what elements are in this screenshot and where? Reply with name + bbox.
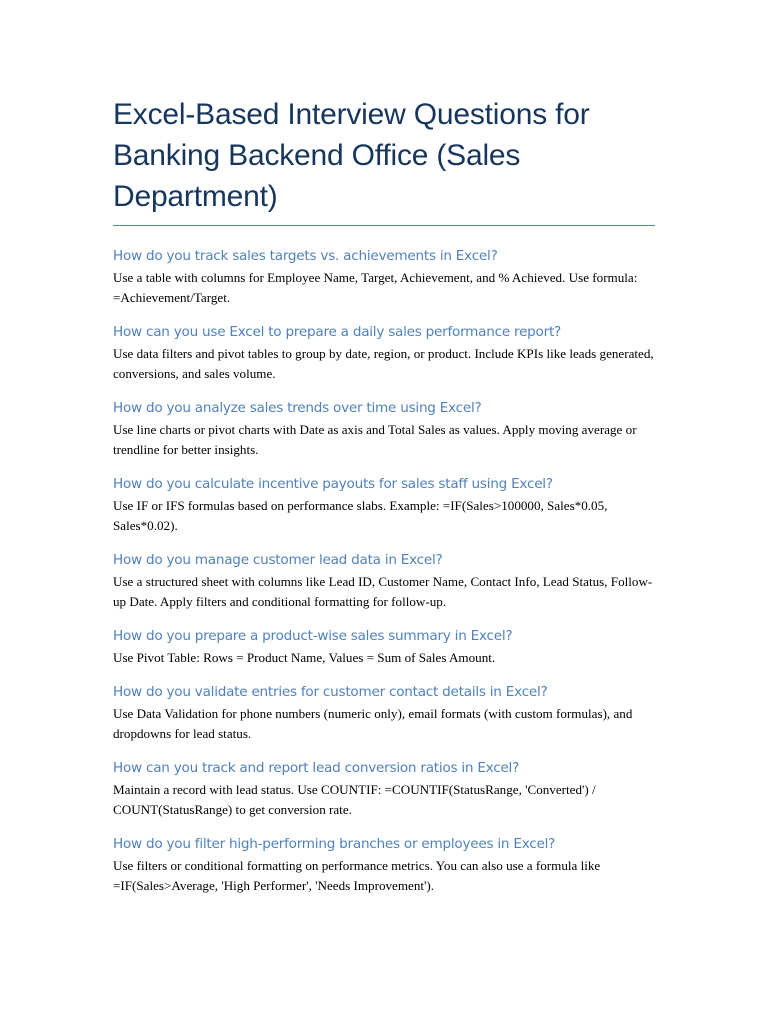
question-heading: How do you validate entries for customer contact details in Excel? (113, 684, 548, 700)
answer-text: Use data filters and pivot tables to group by date, region, or product. Include KPIs like leads generated, conversions, and sales volume. (113, 346, 654, 381)
answer-text: Maintain a record with lead status. Use COUNTIF: =COUNTIF(StatusRange, 'Converted') / COUNT(StatusRange) to get conversion rate. (113, 782, 596, 817)
qa-item (113, 246, 655, 308)
title-divider (113, 225, 655, 226)
answer-text: Use IF or IFS formulas based on performance slabs. Example: =IF(Sales>100000, Sales*0.05, Sales*0.02). (113, 498, 608, 533)
question-heading: How do you manage customer lead data in Excel? (113, 552, 443, 568)
document-page (113, 94, 655, 910)
qa-item (113, 758, 655, 820)
answer-text: Use line charts or pivot charts with Date as axis and Total Sales as values. Apply moving average or trendline for better insights. (113, 422, 637, 457)
answer-text: Use a structured sheet with columns like Lead ID, Customer Name, Contact Info, Lead Status, Follow-up Date. Apply filters and conditional formatting for follow-up. (113, 574, 653, 609)
answer-text: Use filters or conditional formatting on performance metrics. You can also use a formula like =IF(Sales>Average, 'High Performer', 'Needs Improvement'). (113, 858, 601, 893)
answer-text: Use a table with columns for Employee Name, Target, Achievement, and % Achieved. Use formula: =Achievement/Target. (113, 270, 638, 305)
document-title: Excel-Based Interview Questions for Banking Backend Office (Sales Department) (113, 98, 590, 213)
answer-text: Use Pivot Table: Rows = Product Name, Values = Sum of Sales Amount. (113, 650, 496, 665)
question-heading: How can you track and report lead conversion ratios in Excel? (113, 760, 520, 776)
question-heading: How do you filter high-performing branches or employees in Excel? (113, 836, 556, 852)
question-heading: How do you track sales targets vs. achievements in Excel? (113, 248, 498, 264)
question-heading: How do you prepare a product-wise sales summary in Excel? (113, 628, 513, 644)
qa-item (113, 474, 655, 536)
question-heading: How do you calculate incentive payouts for sales staff using Excel? (113, 476, 553, 492)
qa-item (113, 322, 655, 384)
question-heading: How do you analyze sales trends over time using Excel? (113, 400, 482, 416)
qa-item (113, 398, 655, 460)
qa-item (113, 626, 655, 668)
qa-item (113, 550, 655, 612)
qa-item (113, 682, 655, 744)
answer-text: Use Data Validation for phone numbers (numeric only), email formats (with custom formulas), and dropdowns for lead status. (113, 706, 633, 741)
qa-item (113, 834, 655, 896)
question-heading: How can you use Excel to prepare a daily sales performance report? (113, 324, 562, 340)
